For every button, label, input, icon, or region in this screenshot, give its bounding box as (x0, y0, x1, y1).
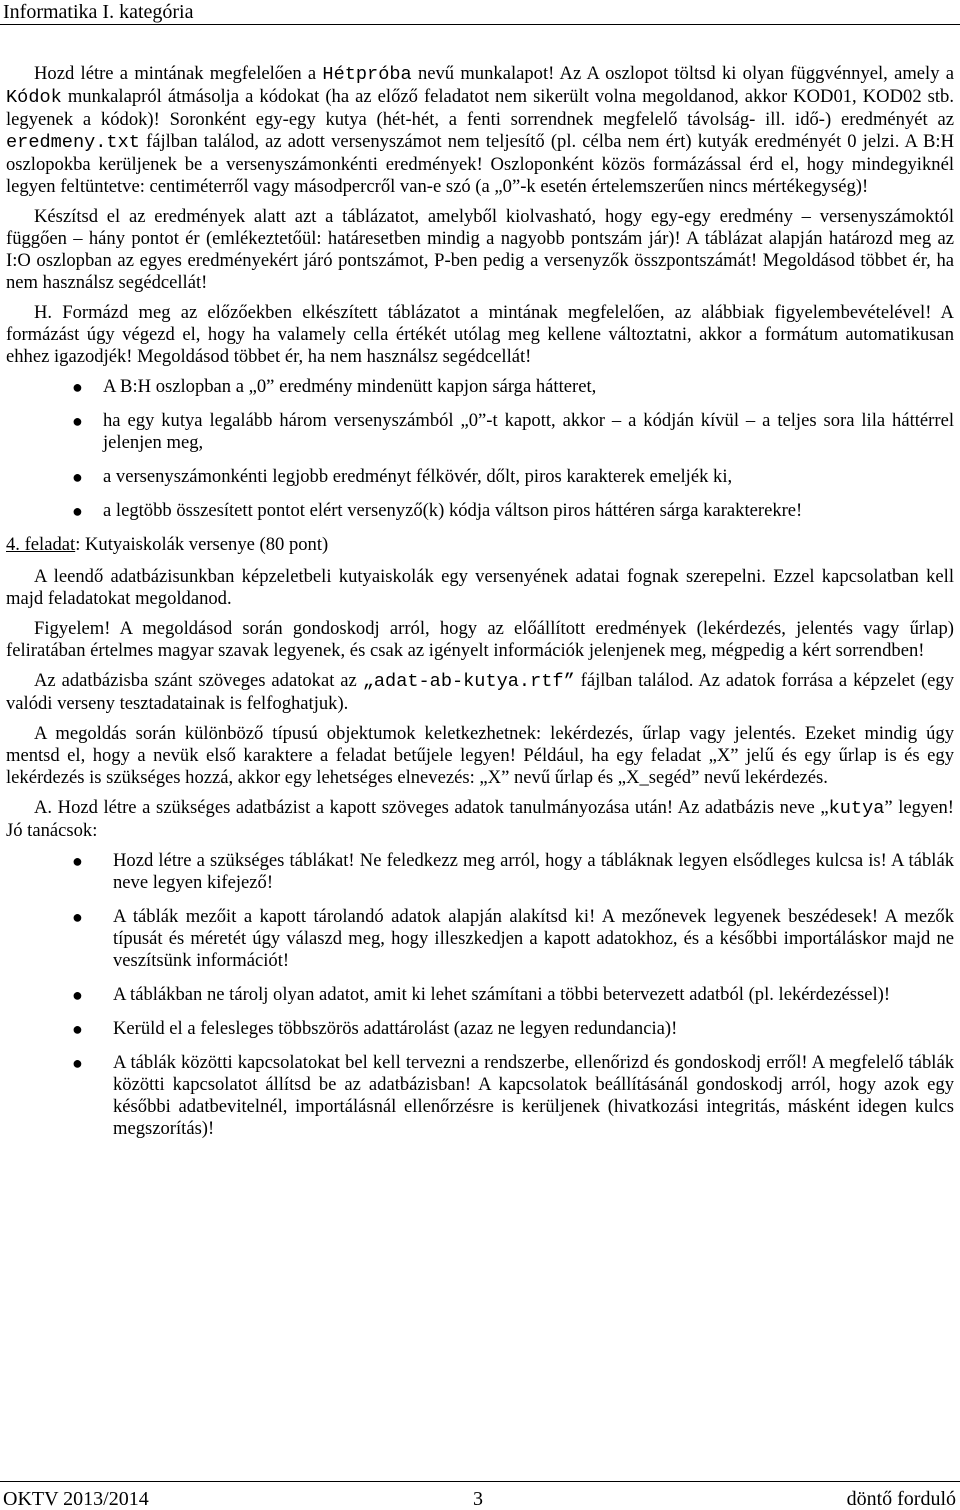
text-span: fájlban találod. Az adatok forrása a képzelet (egy valódi verseny tesztadatainak is felfoghatjuk). (6, 670, 954, 714)
code-kutya: kutya (828, 798, 885, 819)
list-item-text: a legtöbb összesített pontot elért versenyző(k) kódja váltson piros háttéren sárga karakterekre! (103, 500, 803, 521)
list-item-text: A táblák közötti kapcsolatokat bel kell tervezni a rendszerbe, ellenőrizd és gondoskodj erről! A megfelelő táblák közötti kapcsolatot állítsd be az adatbázisban! A kapcsolatok beállításánál gondoskodj arról, hogy azok egy későbbi adatbevitelnél, importálásnál ellenőrzésre is kerüljenek (hivatkozási integritás, másként idegen kulcs megszorítás)! (113, 1052, 954, 1139)
list-item-text: Hozd létre a szükséges táblákat! Ne feledkezz meg arról, hogy a tábláknak legyen elsődleges kulcsa is! A táblák neve legyen kifejező! (113, 850, 954, 893)
code-hetproba: Hétpróba (322, 64, 412, 85)
page-number: 3 (473, 1488, 483, 1510)
list-item-text: A táblák mezőit a kapott tárolandó adatok alapján alakítsd ki! A mezőnevek legyenek beszédesek! A mezők típusát és méretét úgy válaszd meg, hogy illeszkedjen a kapott adatokhoz, és a későbbi importáláskor majd ne veszítsünk információt! (113, 906, 954, 971)
footer-competition: OKTV 2013/2014 (3, 1488, 149, 1510)
list-item (6, 500, 954, 522)
bullet-icon: ● (72, 467, 83, 487)
list-item-text: a versenyszámonkénti legjobb eredményt félkövér, dőlt, piros karakterek emeljék ki, (103, 466, 733, 487)
bullet-icon: ● (72, 1053, 83, 1073)
text-span: munkalapról átmásolja a kódokat (ha az előző feladatot nem sikerült volna megoldanod, akkor KOD01, KOD02 stb. legyenek a kódok)! Soronként egy-egy kutya (hét-hét, a fenti sorrendnek megfelelő távolság- ill. idő-) eredményét az (6, 86, 954, 130)
list-item (6, 1018, 954, 1040)
header-title: Informatika I. kategória (3, 1, 194, 23)
task-title-rest: : Kutyaiskolák versenye (80 pont) (75, 534, 329, 555)
page-footer (0, 1481, 960, 1508)
tips-bullet-list (6, 850, 954, 1140)
list-item-text: ha egy kutya legalább három versenyszámból „0”-t kapott, akkor – a kódján kívül – a teljes sora lila háttérrel jelenjen meg, (103, 410, 954, 453)
text-span: Az adatbázisba szánt szöveges adatokat az (34, 670, 363, 691)
list-item (6, 984, 954, 1006)
paragraph-figyelem: Figyelem! A megoldásod során gondoskodj arról, hogy az előállított eredmények (lekérdezés, jelentés vagy űrlap) feliratában értelmes magyar szavak legyenek, és csak az igényelt információk jelenjenek meg, mégpedig a kért sorrendben! (6, 618, 954, 661)
bullet-icon: ● (72, 501, 83, 521)
list-item (6, 376, 954, 398)
footer-rule (0, 1481, 960, 1482)
paragraph-intro: A leendő adatbázisunkban képzeletbeli kutyaiskolák egy versenyének adatai fognak szerepelni. Ezzel kapcsolatban kell majd feladatokat megoldanod. (6, 566, 954, 609)
paragraph-pontszam: Készítsd el az eredmények alatt azt a táblázatot, amelyből kiolvasható, hogy egy-egy eredmény – versenyszámoktól függően – hány pontot ér (emlékeztetőül: határesetben mindig a nagyobb pontszám jár)! A táblázat alapján határozd meg az I:O oszlopban az egyes eredményekért járó pontszámot, P-ben pedig a versenyzők összpontszámát! Megoldásod többet ér, ha nem használsz segédcellát! (6, 206, 954, 293)
list-item-text: A B:H oszlopban a „0” eredmény mindenütt kapjon sárga hátteret, (103, 376, 597, 397)
bullet-icon: ● (72, 985, 83, 1005)
paragraph-hetproba (6, 63, 954, 198)
task-heading (6, 534, 954, 556)
bullet-icon: ● (72, 907, 83, 927)
text-span: nevű munkalapot! Az A oszlopot töltsd ki olyan függvénnyel, amely a (411, 63, 955, 84)
code-adat-file: „adat-ab-kutya.rtf” (362, 671, 575, 692)
text-span: ” legyen! Jó tanácsok: (6, 797, 954, 841)
formatting-bullet-list (6, 376, 954, 522)
bullet-icon: ● (72, 377, 83, 397)
code-kodok: Kódok (6, 87, 62, 108)
list-item-text: Kerüld el a felesleges többszörös adattárolást (azaz ne legyen redundancia)! (113, 1018, 678, 1039)
document-body (6, 63, 954, 1152)
task-label: 4. feladat (6, 534, 76, 555)
bullet-icon: ● (72, 411, 83, 431)
paragraph-naming: A megoldás során különböző típusú objektumok keletkezhetnek: lekérdezés, űrlap vagy jelentés. Ezeket mindig úgy mentsd el, hogy a nevük első karaktere a feladat betűjele legyen! Például, ha egy feladat „X” jelű és egy űrlap is és egy lekérdezés is szükséges hozzá, akkor egy lehetséges elnevezés: „X” nevű űrlap és „X_segéd” nevű lekérdezés. (6, 723, 954, 788)
list-item (6, 466, 954, 488)
bullet-icon: ● (72, 851, 83, 871)
paragraph-task-a (6, 797, 954, 842)
code-eredmeny-txt: eredmeny.txt (6, 132, 140, 153)
list-item (6, 850, 954, 894)
bullet-icon: ● (72, 1019, 83, 1039)
text-span: Hozd létre a mintának megfelelően a (34, 63, 323, 84)
list-item-text: A táblákban ne tárolj olyan adatot, amit ki lehet számítani a többi betervezett adatból (pl. lekérdezéssel)! (113, 984, 891, 1005)
list-item (6, 410, 954, 454)
paragraph-formazas: H. Formázd meg az előzőekben elkészített táblázatot a mintának megfelelően, az alábbiak figyelembevételével! A formázást úgy végezd el, hogy ha valamely cella értékét utólag meg kellene változtatni, akkor a formátum automatikusan ehhez igazodjék! Megoldásod többet ér, ha nem használsz segédcellát! (6, 302, 954, 367)
page-header (0, 0, 960, 24)
list-item (6, 906, 954, 972)
text-span: A. Hozd létre a szükséges adatbázist a kapott szöveges adatok tanulmányozása után! Az adatbázis neve „ (34, 797, 829, 818)
text-span: fájlban találod, az adott versenyszámot nem teljesítő (pl. célba nem ért) kutyák eredményét 0 jelzi. A B:H oszlopokba kerüljenek be a versenyszámonkénti eredmények! Oszloponként közös formázással érd el, hogy mindegyiknél legyen feltüntetve: centiméterről vagy másodpercről van-e szó (a „0”-k esetén értelemszerűen nincs mértékegység)! (6, 131, 954, 197)
list-item (6, 1052, 954, 1140)
header-rule (0, 24, 960, 25)
paragraph-source-file (6, 670, 954, 715)
footer-round: döntő forduló (846, 1488, 956, 1510)
